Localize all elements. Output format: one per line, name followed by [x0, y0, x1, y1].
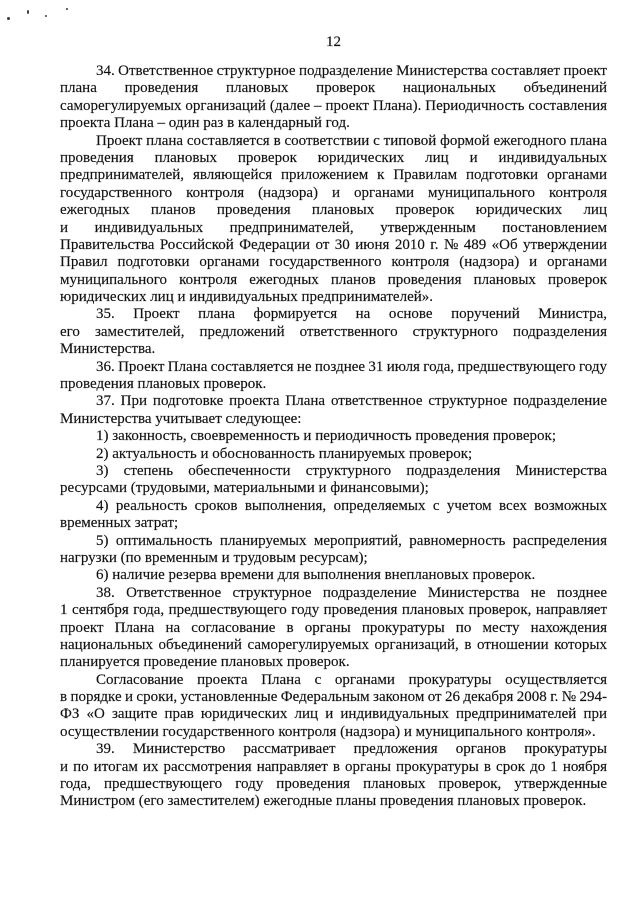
scan-speck [7, 17, 10, 20]
text-line [60, 220, 607, 237]
text-line [60, 272, 607, 289]
line-text: проекта Плана – один раз в календарный год. [60, 115, 350, 132]
text-line [60, 341, 607, 358]
line-text: Министерства учитывает следующее: [60, 410, 302, 427]
line-text: Министерства. [60, 341, 156, 358]
line-text: 5) оптимальность планируемых мероприятий, равномерность распределения [96, 532, 607, 549]
text-line [60, 376, 607, 393]
paragraph-37 [60, 393, 607, 428]
line-text: 35. Проект плана формируется на основе поручений Министра, [96, 306, 607, 323]
line-text: 36. Проект Плана составляется не позднее 31 июля года, предшествующего году [96, 358, 607, 375]
line-text: проект Плана на согласование в органы прокуратуры по месту нахождения [60, 619, 607, 636]
text-line [60, 654, 607, 671]
line-text: юридических лиц и индивидуальных предпринимателей». [60, 289, 434, 306]
line-text: осуществлении государственного контроля (надзора) и муниципального контроля». [60, 723, 596, 740]
text-line [96, 359, 607, 376]
text-line [60, 637, 607, 654]
line-text: 2) актуальность и обоснованность планируемых проверок; [96, 445, 473, 462]
text-line [60, 167, 607, 184]
line-text: планируется проведение плановых проверок. [60, 654, 350, 671]
paragraph-plan-template [60, 133, 607, 307]
paragraph-34 [60, 63, 607, 133]
line-text: его заместителей, предложений ответственного структурного подразделения [60, 323, 607, 340]
line-text: в порядке и сроки, установленные Федеральным законом от 26 декабря 2008 г. № 294- [60, 689, 607, 706]
line-text: ФЗ «О защите прав юридических лиц и индивидуальных предпринимателей при [60, 706, 607, 723]
list-item-1 [60, 428, 607, 445]
line-text: муниципального контроля ежегодных планов проведения плановых проверок [60, 271, 607, 288]
line-text: и по итогам их рассмотрения направляет в органы прокуратуры в срок до 1 ноября [60, 758, 607, 775]
paragraph-approval [60, 672, 607, 742]
text-line [60, 620, 607, 637]
line-text: нагрузки (по временным и трудовым ресурсам); [60, 549, 368, 566]
text-line [96, 585, 607, 602]
paragraph-38 [60, 585, 607, 672]
text-line [60, 185, 607, 202]
list-item-4 [60, 498, 607, 533]
scan-speck [66, 8, 68, 10]
text-line [60, 324, 607, 341]
text-line [96, 133, 607, 150]
scan-speck [45, 15, 47, 17]
line-text: временных затрат; [60, 515, 179, 532]
line-text: Проект плана составляется в соответствии с типовой формой ежегодного плана [96, 132, 607, 149]
document-text [60, 63, 607, 811]
line-text: саморегулируемых организаций (далее – проект Плана). Периодичность составления [60, 97, 607, 114]
line-text: и индивидуальных предпринимателей, утвержденным постановлением [60, 219, 607, 236]
line-text: 38. Ответственное структурное подразделение Министерства не позднее [96, 584, 607, 601]
line-text: 39. Министерство рассматривает предложения органов прокуратуры [96, 741, 607, 758]
list-item-2 [60, 446, 607, 463]
text-line [96, 463, 607, 480]
line-text: ресурсами (трудовыми, материальными и финансовыми); [60, 480, 429, 497]
text-line [60, 602, 607, 619]
text-line [60, 793, 607, 810]
list-item-5 [60, 533, 607, 568]
text-line [60, 550, 607, 567]
paragraph-39 [60, 741, 607, 811]
paragraph-35 [60, 306, 607, 358]
line-text: 1) законность, своевременность и периодичность проведения проверок; [96, 428, 557, 445]
text-line [60, 150, 607, 167]
line-text: 3) степень обеспеченности структурного подразделения Министерства [96, 462, 607, 479]
list-item-3 [60, 463, 607, 498]
text-line [60, 706, 607, 723]
text-line [60, 237, 607, 254]
text-line [60, 411, 607, 428]
text-line [96, 672, 607, 689]
text-line [96, 567, 607, 584]
text-line [60, 515, 607, 532]
line-text: Правил подготовки органами государственного контроля (надзора) и органами [60, 254, 607, 271]
text-line [96, 393, 607, 410]
line-text: Министром (его заместителем) ежегодные планы проведения плановых проверок. [60, 793, 587, 810]
text-line [60, 776, 607, 793]
text-line [96, 741, 607, 758]
page-number: 12 [326, 34, 341, 50]
text-line [60, 115, 607, 132]
text-line [60, 254, 607, 271]
text-line [96, 63, 607, 80]
scan-speck [27, 10, 29, 14]
line-text: Согласование проекта Плана с органами прокуратуры осуществляется [96, 671, 607, 688]
line-text: Правительства Российской Федерации от 30 июня 2010 г. № 489 «Об утверждении [60, 236, 607, 253]
line-text: проведения плановых проверок. [60, 376, 267, 393]
text-line [60, 724, 607, 741]
line-text: 6) наличие резерва времени для выполнения внеплановых проверок. [96, 567, 536, 584]
line-text: 4) реальность сроков выполнения, определяемых с учетом всех возможных [96, 497, 607, 514]
line-text: 34. Ответственное структурное подразделение Министерства составляет проект [96, 63, 607, 79]
text-line [60, 480, 607, 497]
line-text: государственного контроля (надзора) и органами муниципального контроля [60, 184, 607, 201]
line-text: 37. При подготовке проекта Плана ответственное структурное подразделение [96, 393, 607, 410]
text-line [96, 446, 607, 463]
line-text: проведения плановых проверок юридических лиц и индивидуальных [60, 149, 607, 166]
text-line [60, 98, 607, 115]
list-item-6 [60, 567, 607, 584]
text-line [96, 306, 607, 323]
text-line [60, 202, 607, 219]
text-line [60, 759, 607, 776]
paragraph-36 [60, 359, 607, 394]
text-line [96, 498, 607, 515]
line-text: национальных объединений саморегулируемых организаций, в отношении которых [60, 636, 607, 653]
line-text: ежегодных планов проведения плановых проверок юридических лиц [60, 202, 607, 219]
line-text: года, предшествующего году проведения плановых проверок, утвержденные [60, 776, 607, 793]
text-line [96, 428, 607, 445]
text-line [60, 80, 607, 97]
text-line [96, 533, 607, 550]
line-text: предпринимателей, являющейся приложением к Правилам подготовки органами [60, 167, 607, 184]
line-text: 1 сентября года, предшествующего году проведения плановых проверок, направляет [60, 602, 607, 619]
text-line [60, 289, 607, 306]
line-text: плана проведения плановых проверок национальных объединений [60, 80, 607, 97]
text-line [60, 689, 607, 706]
